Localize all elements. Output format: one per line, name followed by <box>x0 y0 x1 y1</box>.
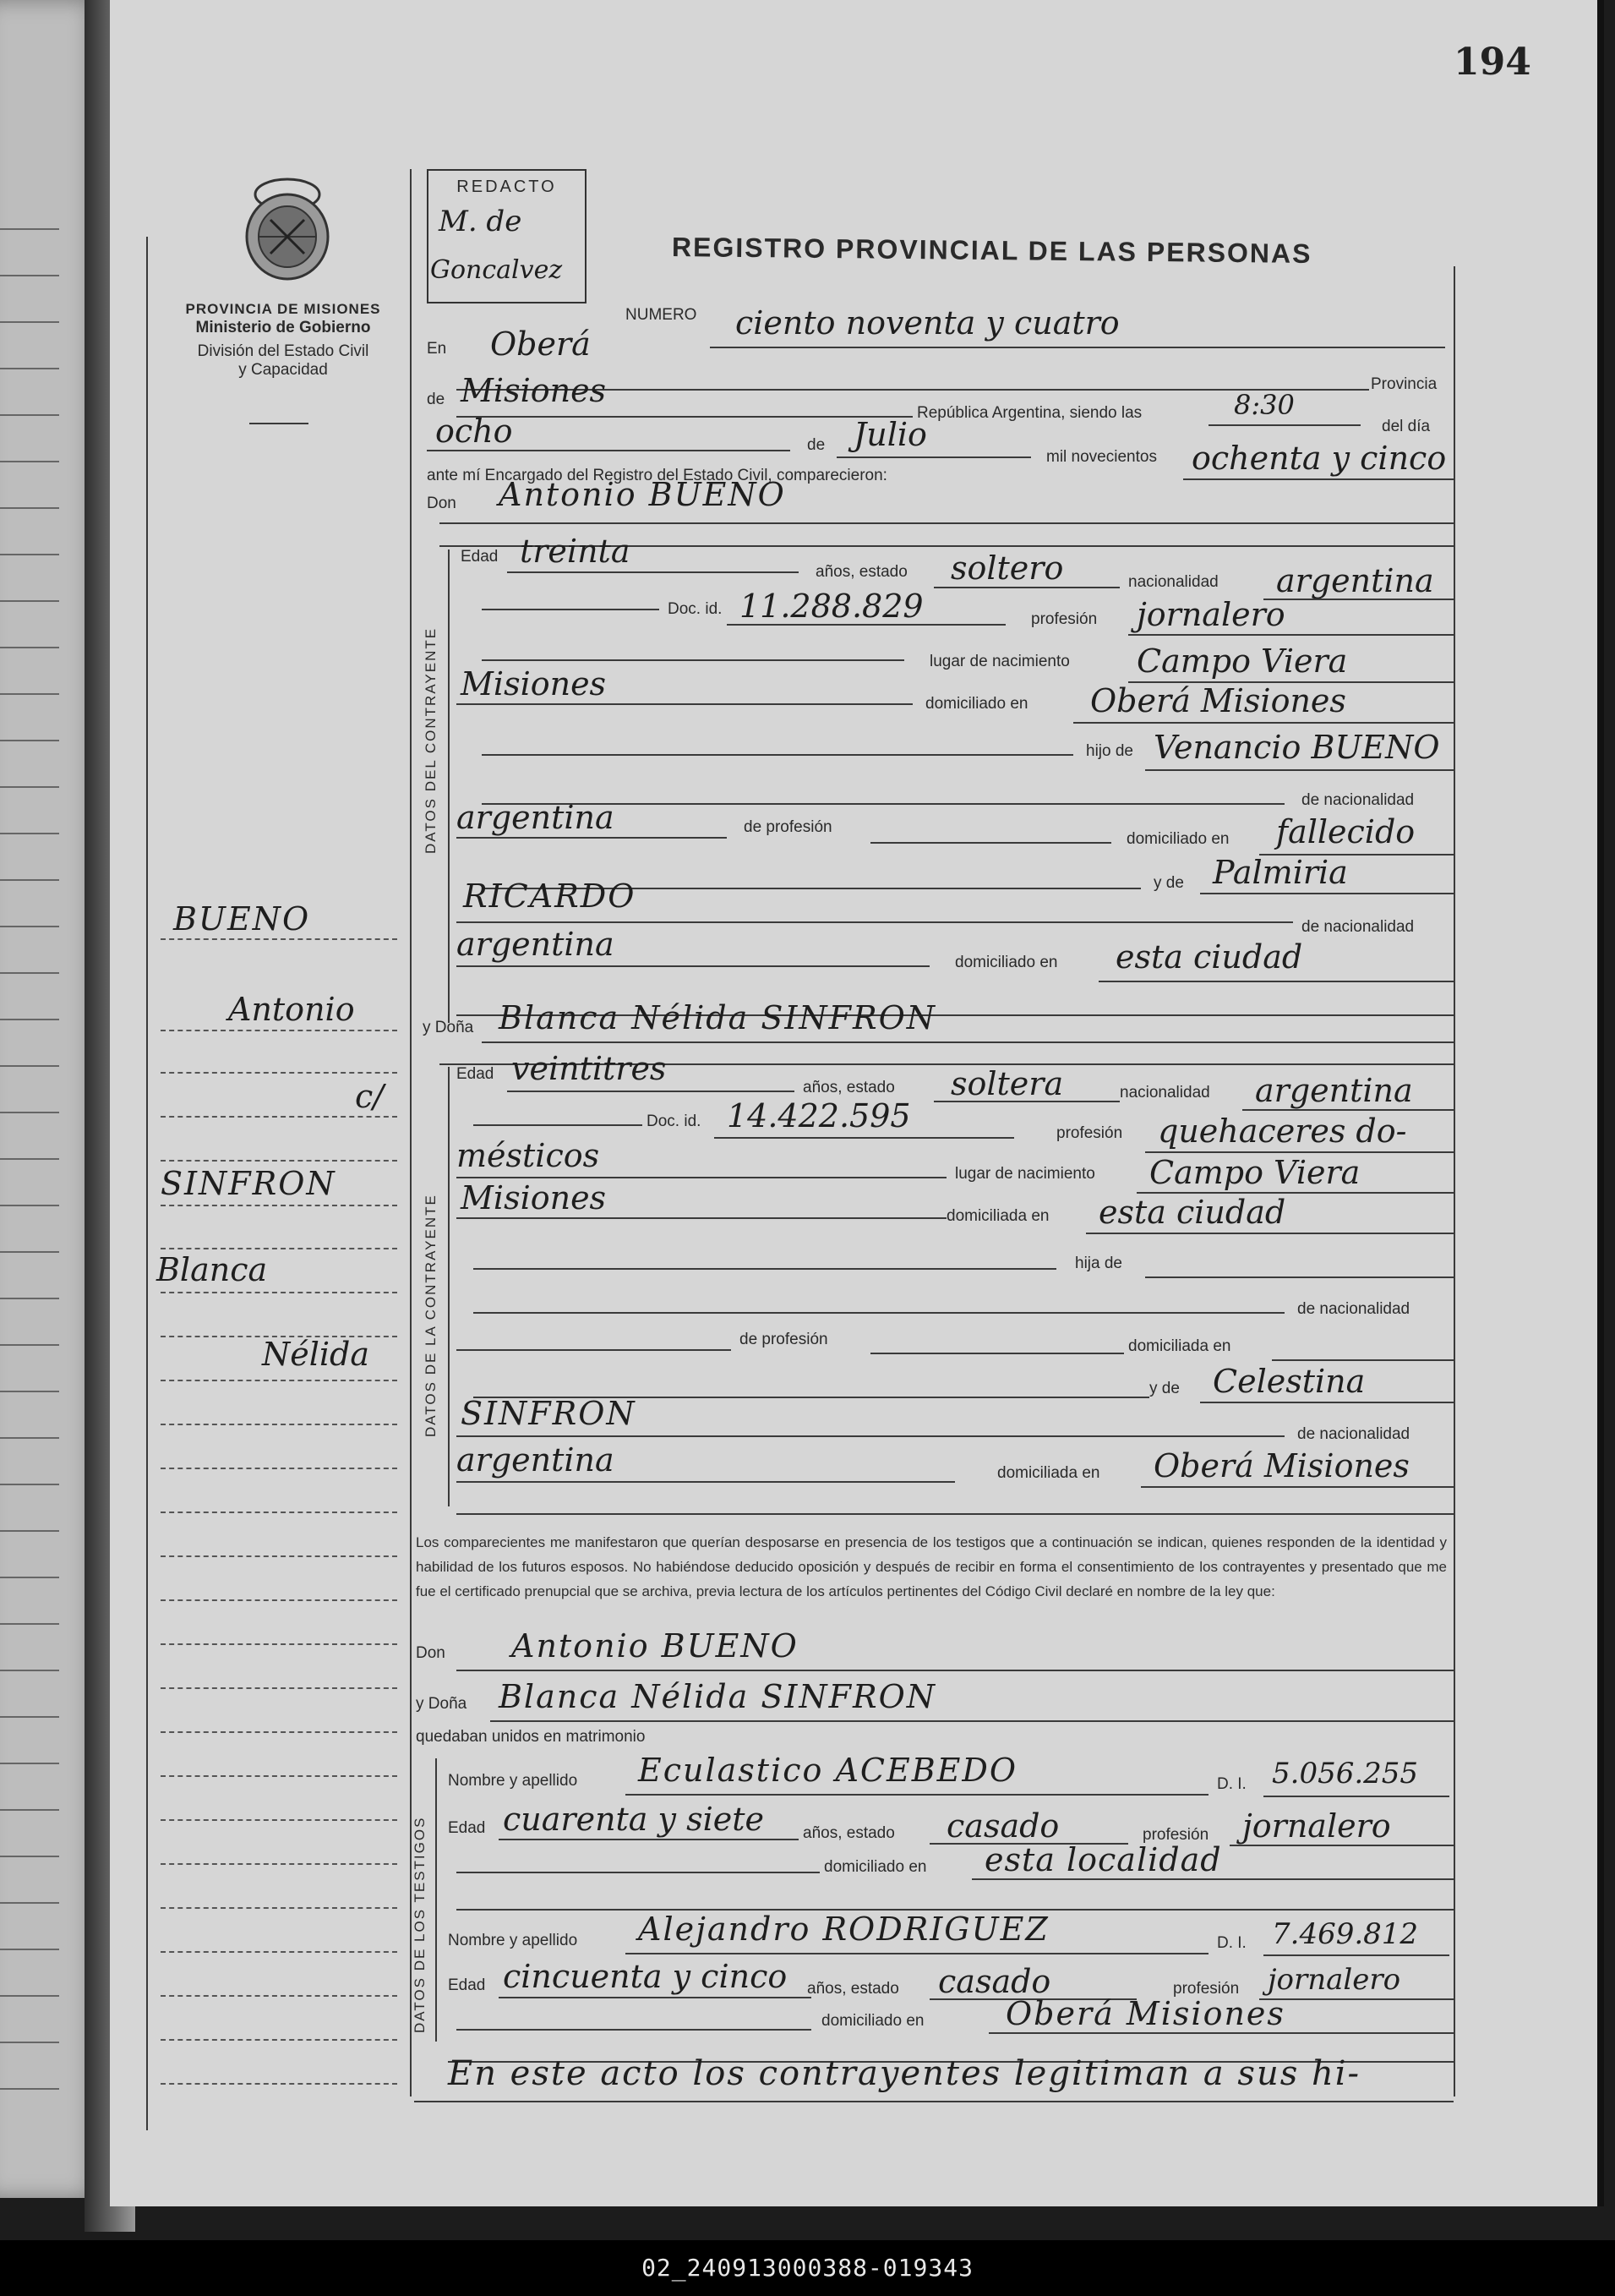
rule <box>439 522 1454 524</box>
t2-estado-label: años, estado <box>807 1980 899 1998</box>
numero-value: ciento noventa y cuatro <box>735 304 1120 342</box>
t1-estado-value: casado <box>947 1807 1060 1845</box>
de-value: Misiones <box>461 372 607 409</box>
ante-label: ante mí Encargado del Registro del Estado Civil, comparecieron: <box>427 467 887 484</box>
margin-line-3: c/ <box>355 1078 385 1115</box>
rule <box>1209 424 1361 426</box>
margin-rule <box>161 1907 397 1909</box>
t2-edad-value: cincuenta y cinco <box>503 1958 788 1995</box>
declaration-paragraph: Los comparecientes me manifestaron que querían desposarse en presencia de los testigos que a continuación se indican, quienes responden de la identidad y habilidad de los futuros esposos. No habiéndose deducido oposición y después de recibir en forma el consentimiento de los contrayentes y presentado que me fue el certificado prenupcial que se archiva, previa lectura de los artículos pertinentes del Código Civil declaré en nombre de la ley que: <box>416 1534 1447 1599</box>
rule <box>934 1101 1120 1102</box>
rule <box>1099 981 1454 982</box>
final-line: En este acto los contrayentes legitiman a sus hi- <box>448 2054 1361 2093</box>
c-padre-value: Venancio BUENO <box>1154 729 1440 766</box>
c2-lugar-value: Campo Viera <box>1149 1154 1361 1191</box>
t1-domicilio-label: domiciliado en <box>824 1858 927 1876</box>
t1-estado-label: años, estado <box>803 1824 895 1842</box>
rule <box>1263 1954 1449 1956</box>
rule <box>456 921 1293 923</box>
c-profesion-label: profesión <box>1031 610 1098 628</box>
t2-nombre-value: Alejandro RODRIGUEZ <box>638 1911 1050 1948</box>
c2-hija-label: hija de <box>1075 1255 1122 1272</box>
rule <box>456 1481 955 1483</box>
redacto-box <box>427 169 587 303</box>
c-domicilio-label: domiciliado en <box>925 695 1028 713</box>
c2-y-de-label: y de <box>1149 1380 1180 1397</box>
dia-value: ocho <box>435 413 513 450</box>
main-left-border <box>410 169 412 2096</box>
rule <box>1200 1402 1454 1403</box>
rule <box>456 1217 947 1219</box>
del-dia-label: del día <box>1382 418 1431 435</box>
en-value: Oberá <box>490 325 591 363</box>
union-quedaban-label: quedaban unidos en matrimonio <box>416 1728 646 1746</box>
rule <box>456 1670 1454 1671</box>
c2-de-nac-label-2: de nacionalidad <box>1297 1425 1410 1443</box>
dona-value: Blanca Nélida SINFRON <box>499 999 937 1036</box>
rule <box>727 624 1006 626</box>
rule <box>499 1997 811 1998</box>
margin-rule <box>161 1030 397 1031</box>
testigos-section-border <box>435 1758 437 2042</box>
c-madre-value: Palmiria <box>1213 854 1348 891</box>
rule <box>456 1872 820 1873</box>
c2-nacionalidad-label: nacionalidad <box>1120 1084 1210 1102</box>
de-label: de <box>427 391 445 408</box>
margin-rule <box>161 2083 397 2085</box>
t2-profesion-label: profesión <box>1173 1980 1240 1998</box>
rule <box>456 1177 947 1178</box>
margin-rule <box>161 1116 397 1118</box>
en-label: En <box>427 340 447 358</box>
c2-lugar-cont: Misiones <box>461 1179 607 1216</box>
c-y-de-label: y de <box>1154 874 1184 892</box>
rule <box>934 587 1120 588</box>
c2-dom-madre-label: domiciliada en <box>997 1464 1100 1482</box>
c-nacionalidad-label: nacionalidad <box>1128 573 1219 591</box>
margin-rule <box>161 1468 397 1469</box>
rule <box>473 1312 1285 1314</box>
c2-profesion-cont: mésticos <box>456 1137 600 1174</box>
c2-nacionalidad-value: argentina <box>1255 1072 1413 1109</box>
rule <box>1145 1151 1454 1153</box>
margin-rule <box>161 1292 397 1293</box>
rule <box>507 1091 794 1092</box>
t1-di-value: 5.056.255 <box>1272 1757 1419 1790</box>
t2-estado-value: casado <box>938 1963 1051 2000</box>
margin-rule <box>161 1995 397 1997</box>
issuer-division: División del Estado Civil <box>197 342 369 360</box>
margin-line-1: BUENO <box>173 900 311 938</box>
margin-rule <box>161 2039 397 2041</box>
rule <box>1145 769 1454 771</box>
rule <box>870 1353 1124 1354</box>
issuer-ministry: Ministerio de Gobierno <box>195 319 371 336</box>
union-don-label: Don <box>416 1644 445 1662</box>
rule <box>456 2029 811 2031</box>
margin-rule <box>161 1424 397 1425</box>
rule <box>1145 1276 1454 1278</box>
rule <box>456 1349 731 1351</box>
c-madre-nac: argentina <box>456 926 614 963</box>
testigos-side-label: DATOS DE LOS TESTIGOS <box>412 1816 428 2033</box>
t2-di-label: D. I. <box>1217 1934 1247 1952</box>
margin-line-4: SINFRON <box>161 1165 336 1202</box>
rule <box>482 659 904 661</box>
t2-nombre-label: Nombre y apellido <box>448 1932 578 1949</box>
t1-edad-label: Edad <box>448 1819 486 1837</box>
rule <box>490 1720 1454 1722</box>
rule <box>482 609 659 610</box>
rule <box>414 2101 1454 2102</box>
c-doc-value: 11.288.829 <box>739 588 924 625</box>
margin-line-5: Blanca <box>156 1251 268 1288</box>
c-madre-apellido: RICARDO <box>463 877 636 915</box>
c-dom-madre-label: domiciliado en <box>955 954 1058 971</box>
hora-value: 8:30 <box>1234 389 1295 421</box>
c-dom-madre-value: esta ciudad <box>1116 938 1303 976</box>
c2-dom-padre-label: domiciliada en <box>1128 1337 1231 1355</box>
redacto-hand-2: Goncalvez <box>430 255 563 285</box>
t1-edad-value: cuarenta y siete <box>503 1801 764 1838</box>
t2-profesion-value: jornalero <box>1268 1963 1401 1997</box>
don-value: Antonio BUENO <box>499 476 786 513</box>
t1-profesion-value: jornalero <box>1242 1807 1391 1845</box>
footer-code: 02_240913000388-019343 <box>641 2254 974 2282</box>
c2-de-prof-label: de profesión <box>739 1331 828 1348</box>
margin-rule <box>161 1160 397 1162</box>
union-dona-label: y Doña <box>416 1695 467 1713</box>
c2-profesion-value: quehaceres do- <box>1158 1112 1407 1150</box>
c2-estado-label: años, estado <box>803 1079 895 1096</box>
rule <box>1200 893 1454 894</box>
rule <box>1073 722 1454 724</box>
margin-rule <box>161 938 397 940</box>
c2-dom-madre-value: Oberá Misiones <box>1154 1447 1410 1484</box>
don-label: Don <box>427 495 456 512</box>
rule <box>710 347 1445 348</box>
rule <box>482 1041 1454 1043</box>
rule <box>473 1268 1056 1270</box>
rule <box>507 571 799 573</box>
margin-rule <box>161 1512 397 1513</box>
contrayente2-section-border <box>448 1067 450 1506</box>
t2-di-value: 7.469.812 <box>1272 1917 1419 1951</box>
margin-line-6: Nélida <box>262 1336 370 1373</box>
main-right-border <box>1454 266 1455 2096</box>
rule <box>837 456 1031 458</box>
c-hijo-label: hijo de <box>1086 742 1133 760</box>
c2-de-nac-label: de nacionalidad <box>1297 1300 1410 1318</box>
c-edad-value: treinta <box>520 533 630 570</box>
c2-profesion-label: profesión <box>1056 1124 1123 1142</box>
rule <box>482 754 1073 756</box>
rule <box>456 416 913 418</box>
c-lugar-label: lugar de nacimiento <box>930 653 1070 670</box>
margin-rule <box>161 1380 397 1381</box>
c2-doc-value: 14.422.595 <box>727 1097 911 1134</box>
c2-doc-label: Doc. id. <box>647 1112 701 1130</box>
rule <box>499 1839 799 1840</box>
c-estado-label: años, estado <box>816 563 908 581</box>
rule <box>456 965 930 967</box>
t1-nombre-value: Eculastico ACEBEDO <box>638 1752 1018 1789</box>
rule <box>1263 599 1454 600</box>
page-number: 194 <box>1454 41 1531 84</box>
margin-rule <box>161 1731 397 1733</box>
c-nacionalidad-value: argentina <box>1276 562 1434 599</box>
mes-value: Julio <box>854 416 927 453</box>
rule <box>1263 1796 1449 1797</box>
c-doc-label: Doc. id. <box>668 600 723 618</box>
rule <box>456 1513 1454 1515</box>
margin-rule <box>161 1205 397 1206</box>
c-dom-padre-value: fallecido <box>1276 813 1416 850</box>
margin-line-2: Antonio <box>228 991 355 1028</box>
contrayente-side-label: DATOS DEL CONTRAYENTE <box>423 626 439 854</box>
rule <box>625 1953 1209 1954</box>
rule <box>473 1124 642 1126</box>
republica-label: República Argentina, siendo las <box>917 404 1143 422</box>
mil-label: mil novecientos <box>1046 448 1157 466</box>
rule <box>989 2032 1454 2034</box>
rule <box>1272 1359 1454 1361</box>
redacto-hand-1: M. de <box>439 205 522 238</box>
anio-value: ochenta y cinco <box>1192 440 1447 477</box>
margin-rule <box>161 1248 397 1249</box>
rule <box>625 1794 1209 1796</box>
c-edad-label: Edad <box>461 548 499 566</box>
c-de-nac-label: de nacionalidad <box>1301 791 1415 809</box>
margin-rule <box>161 1819 397 1821</box>
c-dom-padre-label: domiciliado en <box>1127 830 1230 848</box>
t2-domicilio-value: Oberá Misiones <box>1006 1995 1285 2032</box>
rule <box>1128 634 1454 636</box>
rule <box>1141 1486 1454 1488</box>
numero-label: NUMERO <box>625 306 697 324</box>
c-de-prof-label: de profesión <box>744 818 832 836</box>
margin-rule <box>161 1555 397 1557</box>
margin-rule <box>161 1951 397 1953</box>
c-lugar-value: Campo Viera <box>1137 642 1348 680</box>
contrayente2-side-label: DATOS DE LA CONTRAYENTE <box>423 1194 439 1437</box>
rule <box>456 703 913 705</box>
margin-border <box>146 237 148 2130</box>
t1-domicilio-value: esta localidad <box>985 1841 1222 1878</box>
t1-di-label: D. I. <box>1217 1775 1247 1793</box>
issuer-underline <box>249 423 308 424</box>
rule <box>714 1137 1014 1139</box>
issuer-block <box>161 300 406 380</box>
issuer-capacity: y Capacidad <box>238 361 328 379</box>
margin-rule <box>161 1863 397 1865</box>
rule <box>456 837 727 839</box>
margin-rule <box>161 1643 397 1645</box>
c2-estado-value: soltera <box>951 1065 1064 1102</box>
c2-edad-value: veintitres <box>511 1050 667 1087</box>
rule <box>1242 1109 1454 1111</box>
coat-of-arms-seal <box>237 169 338 283</box>
t1-profesion-label: profesión <box>1143 1826 1209 1844</box>
c-padre-nac: argentina <box>456 799 614 836</box>
de-mes-label: de <box>807 436 826 454</box>
rule <box>870 842 1111 844</box>
union-don-value: Antonio BUENO <box>511 1627 799 1665</box>
c2-domicilio-value: esta ciudad <box>1099 1194 1286 1231</box>
provincia-label: Provincia <box>1371 375 1438 393</box>
contrayente-section-border <box>448 549 450 1023</box>
c-de-nac-label-2: de nacionalidad <box>1301 918 1415 936</box>
c2-madre-value: Celestina <box>1213 1363 1366 1400</box>
c2-madre-apellido: SINFRON <box>461 1395 636 1432</box>
rule <box>456 1435 1285 1437</box>
c2-lugar-label: lugar de nacimiento <box>955 1165 1095 1183</box>
union-dona-value: Blanca Nélida SINFRON <box>499 1678 937 1715</box>
c-estado-value: soltero <box>951 549 1064 587</box>
t2-edad-label: Edad <box>448 1976 486 1994</box>
margin-rule <box>161 1775 397 1777</box>
rule <box>972 1878 1454 1880</box>
c-lugar-cont: Misiones <box>461 665 607 702</box>
t2-domicilio-label: domiciliado en <box>821 2012 925 2030</box>
issuer-province: PROVINCIA DE MISIONES <box>185 301 381 317</box>
redacto-label: REDACTO <box>456 178 557 196</box>
rule <box>427 450 790 451</box>
t1-nombre-label: Nombre y apellido <box>448 1772 578 1790</box>
margin-rule <box>161 1599 397 1601</box>
rule <box>1086 1233 1454 1234</box>
c2-madre-nac: argentina <box>456 1441 614 1479</box>
c-profesion-value: jornalero <box>1137 596 1285 633</box>
rule <box>1259 1998 1454 2000</box>
margin-rule <box>161 1687 397 1689</box>
c2-edad-label: Edad <box>456 1065 494 1083</box>
c2-domicilio-label: domiciliada en <box>947 1207 1050 1225</box>
margin-rule <box>161 1072 397 1074</box>
dona-label: y Doña <box>423 1019 474 1036</box>
rule <box>1230 1845 1454 1846</box>
rule <box>1183 478 1454 480</box>
document-title: REGISTRO PROVINCIAL DE LAS PERSONAS <box>671 232 1312 269</box>
c-domicilio-value: Oberá Misiones <box>1090 682 1346 719</box>
